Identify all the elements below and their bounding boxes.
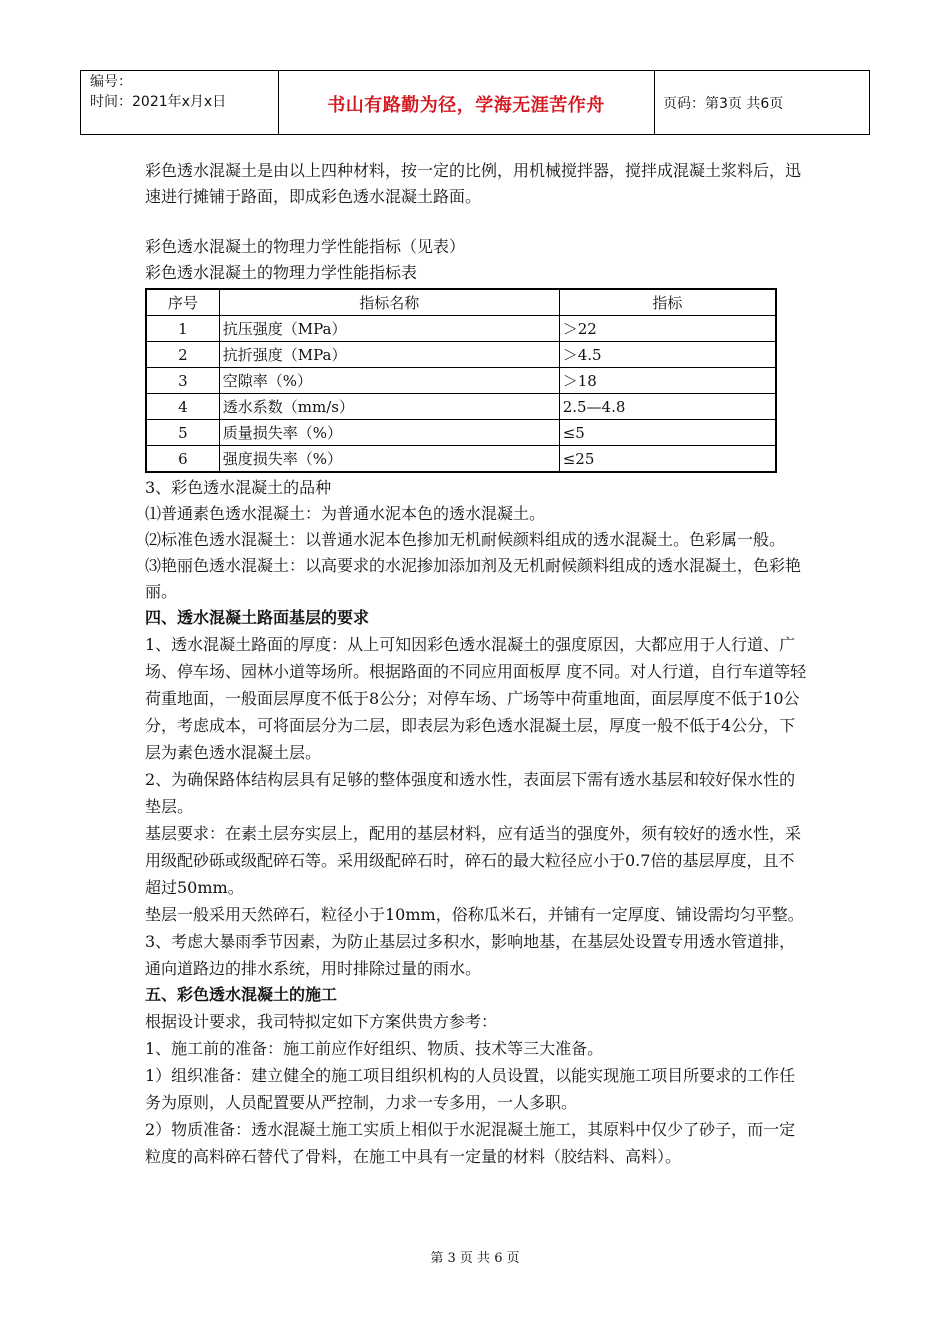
paragraph: 1）组织准备：建立健全的施工项目组织机构的人员设置，以能实现施工项目所要求的工作任务为原则，人员配置要从严控制，力求一专多用，一人多职。 — [145, 1066, 796, 1112]
header-divider-left — [80, 70, 81, 135]
document-body — [145, 158, 810, 1170]
header-top-rule — [80, 70, 870, 71]
paragraph: ⑴普通素色透水混凝土：为普通水泥本色的透水混凝土。 — [145, 504, 546, 523]
header-meta — [90, 72, 226, 112]
paragraph: ⑵标准色透水混凝土：以普通水泥本色掺加无机耐候颜料组成的透水混凝土。色彩属一般。 — [145, 530, 786, 549]
cell-no: 3 — [146, 368, 219, 394]
col-header-value: 指标 — [559, 289, 776, 316]
cell-name: 强度损失率（%） — [219, 446, 559, 473]
cell-name: 抗压强度（MPa） — [219, 316, 559, 342]
paragraph: ⑶艳丽色透水混凝土：以高要求的水泥掺加添加剂及无机耐候颜料组成的透水混凝土，色彩艳丽。 — [145, 556, 802, 601]
cell-name: 抗折强度（MPa） — [219, 342, 559, 368]
paragraph: 2、为确保路体结构层具有足够的整体强度和透水性，表面层下需有透水基层和较好保水性的垫层。 — [145, 770, 796, 816]
paragraph: 3、考虑大暴雨季节因素，为防止基层过多积水，影响地基，在基层处设置专用透水管道排，通向道路边的排水系统，用时排除过量的雨水。 — [145, 932, 796, 978]
paragraph: 基层要求：在素土层夯实层上，配用的基层材料，应有适当的强度外，须有较好的透水性，采用级配砂砾或级配碎石等。采用级配碎石时，碎石的最大粒径应小于0.7倍的基层厚度，且不超过50mm。 — [145, 824, 802, 897]
cell-value: ＞4.5 — [559, 342, 776, 368]
col-header-name: 指标名称 — [219, 289, 559, 316]
table-title: 彩色透水混凝土的物理力学性能指标表 — [145, 263, 418, 282]
table-row — [146, 368, 776, 394]
paragraph: 彩色透水混凝土是由以上四种材料，按一定的比例，用机械搅拌器，搅拌成混凝土浆料后，迅速进行摊铺于路面，即成彩色透水混凝土路面。 — [145, 161, 802, 206]
spec-table — [145, 288, 777, 473]
header-time: 时间：2021年x月x日 — [90, 94, 227, 110]
cell-value: ≤25 — [559, 446, 776, 473]
paragraph: 垫层一般采用天然碎石，粒径小于10mm，俗称瓜米石，并铺有一定厚度、铺设需均匀平整。 — [145, 905, 804, 924]
paragraph: 根据设计要求，我司特拟定如下方案供贵方参考： — [145, 1012, 498, 1031]
header-divider-right — [869, 70, 870, 135]
header-number: 编号： — [90, 74, 132, 90]
table-intro: 彩色透水混凝土的物理力学性能指标（见表） — [145, 237, 466, 256]
section-3-heading: 3、彩色透水混凝土的品种 — [145, 478, 332, 497]
cell-value: ≤5 — [559, 420, 776, 446]
cell-name: 质量损失率（%） — [219, 420, 559, 446]
table-row — [146, 446, 776, 473]
cell-no: 5 — [146, 420, 219, 446]
cell-name: 透水系数（mm/s） — [219, 394, 559, 420]
col-header-no: 序号 — [146, 289, 219, 316]
table-row — [146, 316, 776, 342]
cell-value: 2.5—4.8 — [559, 394, 776, 420]
cell-name: 空隙率（%） — [219, 368, 559, 394]
paragraph: 1、透水混凝土路面的厚度：从上可知因彩色透水混凝土的强度原因，大都应用于人行道、广场、停车场、园林小道等场所。根据路面的不同应用面板厚 度不同。对人行道，自行车道等轻荷重地面，一般面层厚度不低于8公分；对停车场、广场等中荷重地面，面层厚度不低于10公分，考虑成本，可将面层分为二层，即表层为彩色透水混凝土层，厚度一般不低于4公分，下层为素色透水混凝土层。 — [145, 635, 807, 762]
paragraph: 2）物质准备：透水混凝土施工实质上相似于水泥混凝土施工，其原料中仅少了砂子，而一定粒度的高料碎石替代了骨料，在施工中具有一定量的材料（胶结料、高料）。 — [145, 1120, 796, 1166]
cell-no: 6 — [146, 446, 219, 473]
header-divider-2 — [654, 70, 655, 135]
cell-no: 2 — [146, 342, 219, 368]
header-slogan: 书山有路勤为径，学海无涯苦作舟 — [327, 95, 605, 116]
table-header-row — [146, 289, 776, 316]
cell-no: 4 — [146, 394, 219, 420]
cell-value: ＞18 — [559, 368, 776, 394]
header-page-number: 页码：第3页 共6页 — [663, 96, 784, 112]
cell-no: 1 — [146, 316, 219, 342]
section-5-heading: 五、彩色透水混凝土的施工 — [145, 985, 338, 1004]
table-row — [146, 420, 776, 446]
table-row — [146, 394, 776, 420]
paragraph: 1、施工前的准备：施工前应作好组织、物质、技术等三大准备。 — [145, 1039, 604, 1058]
header-bottom-rule — [80, 134, 870, 135]
cell-value: ＞22 — [559, 316, 776, 342]
page-footer: 第 3 页 共 6 页 — [430, 1251, 520, 1266]
section-4-heading: 四、透水混凝土路面基层的要求 — [145, 608, 370, 627]
table-row — [146, 342, 776, 368]
